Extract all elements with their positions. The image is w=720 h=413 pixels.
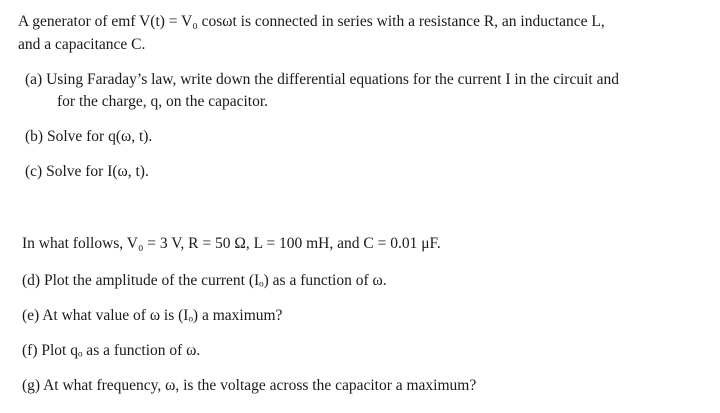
part-d: (d) Plot the amplitude of the current (Iₒ) as a function of ω. — [22, 272, 387, 289]
part-e: (e) At what value of ω is (Iₒ) a maximum? — [22, 307, 283, 324]
given-values: In what follows, V₀ = 3 V, R = 50 Ω, L = 100 mH, and C = 0.01 μF. — [22, 235, 441, 252]
part-b: (b) Solve for q(ω, t). — [25, 128, 153, 145]
intro-line-1: A generator of emf V(t) = V₀ cosωt is connected in series with a resistance R, an inductance L, — [18, 13, 605, 30]
part-f: (f) Plot qₒ as a function of ω. — [22, 342, 201, 359]
part-c: (c) Solve for I(ω, t). — [25, 163, 149, 180]
part-g: (g) At what frequency, ω, is the voltage across the capacitor a maximum? — [22, 377, 477, 394]
intro-line-2: and a capacitance C. — [18, 36, 146, 53]
part-a-line-1: (a) Using Faraday’s law, write down the differential equations for the current I in the circuit and — [25, 71, 619, 88]
part-a-line-2: for the charge, q, on the capacitor. — [57, 93, 269, 110]
